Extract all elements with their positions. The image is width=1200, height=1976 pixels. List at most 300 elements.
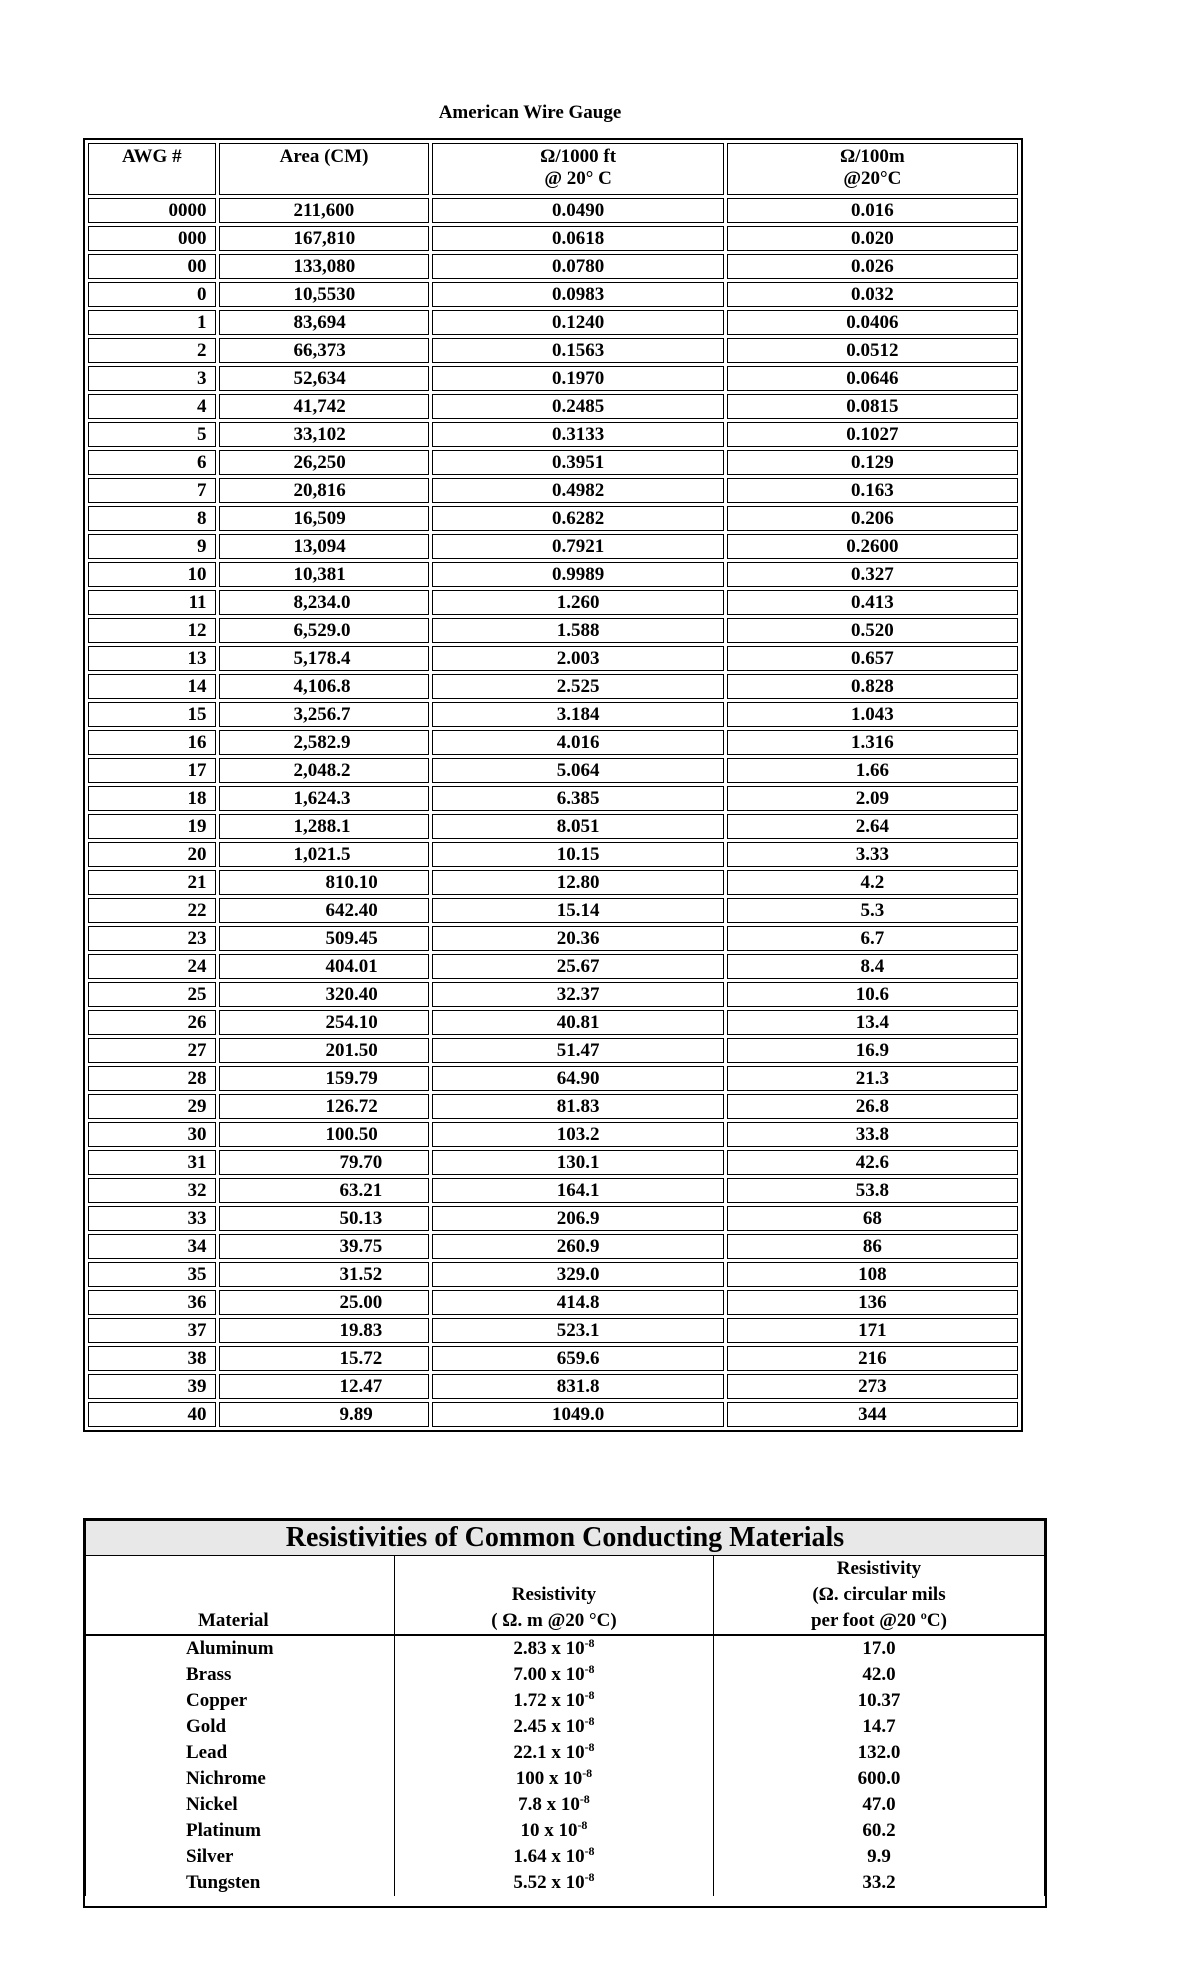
awg-ohm-100m-cell: 0.163 (727, 478, 1018, 503)
resistivity-header-material: Material (86, 1556, 395, 1636)
awg-ohm-1000ft-cell: 2.003 (432, 646, 723, 671)
awg-ohm-100m-cell: 0.0406 (727, 310, 1018, 335)
resistivity-exponent-base: x 10 (551, 1846, 585, 1867)
awg-ohm-100m-cell: 26.8 (727, 1094, 1018, 1119)
awg-gauge-cell: 24 (88, 954, 216, 979)
awg-area-cell: 6,529.0 (219, 618, 430, 643)
awg-table-row (88, 1234, 1018, 1259)
awg-gauge-cell: 6 (88, 450, 216, 475)
awg-ohm-1000ft-cell: 2.525 (432, 674, 723, 699)
resistivity-table-frame (83, 1518, 1047, 1908)
awg-area-cell: 100.50 (219, 1122, 430, 1147)
resistivity-mantissa: 1.64 (513, 1846, 547, 1867)
resistivity-exponent-base: x 10 (551, 1690, 585, 1711)
resistivity-mantissa: 10 (520, 1820, 540, 1841)
awg-gauge-cell: 21 (88, 870, 216, 895)
awg-table-row (88, 1122, 1018, 1147)
awg-header-gauge: AWG # (88, 143, 216, 195)
material-name-cell: Platinum (86, 1818, 395, 1844)
material-name-cell: Silver (86, 1844, 395, 1870)
awg-header-row (88, 143, 1018, 195)
awg-table-body (88, 198, 1018, 1427)
awg-ohm-1000ft-cell: 0.0490 (432, 198, 723, 223)
awg-ohm-100m-cell: 0.413 (727, 590, 1018, 615)
awg-ohm-100m-cell: 0.020 (727, 226, 1018, 251)
awg-ohm-1000ft-cell: 0.7921 (432, 534, 723, 559)
awg-area-cell: 25.00 (219, 1290, 430, 1315)
awg-gauge-cell: 36 (88, 1290, 216, 1315)
resistivity-mantissa: 7.8 (518, 1794, 542, 1815)
material-name-cell: Copper (86, 1688, 395, 1714)
awg-header-ohm-per-100m-line1: Ω/100m (839, 146, 905, 167)
awg-ohm-1000ft-cell: 103.2 (432, 1122, 723, 1147)
awg-gauge-cell: 31 (88, 1150, 216, 1175)
awg-table-row (88, 534, 1018, 559)
awg-gauge-cell: 27 (88, 1038, 216, 1063)
resistivity-mantissa: 2.45 (513, 1716, 547, 1737)
awg-ohm-1000ft-cell: 64.90 (432, 1066, 723, 1091)
awg-gauge-cell: 14 (88, 674, 216, 699)
awg-table-row (88, 646, 1018, 671)
awg-ohm-100m-cell: 10.6 (727, 982, 1018, 1007)
resistivity-circular-mils-cell: 33.2 (713, 1870, 1044, 1896)
awg-ohm-1000ft-cell: 0.3133 (432, 422, 723, 447)
awg-gauge-cell: 38 (88, 1346, 216, 1371)
awg-area-cell: 4,106.8 (219, 674, 430, 699)
awg-ohm-1000ft-cell: 831.8 (432, 1374, 723, 1399)
resistivity-ohm-m-cell (394, 1740, 713, 1766)
awg-table-row (88, 702, 1018, 727)
awg-ohm-1000ft-cell: 1.260 (432, 590, 723, 615)
awg-area-cell: 33,102 (219, 422, 430, 447)
awg-ohm-100m-cell: 1.66 (727, 758, 1018, 783)
awg-ohm-1000ft-cell: 659.6 (432, 1346, 723, 1371)
awg-table-row (88, 478, 1018, 503)
awg-area-cell: 52,634 (219, 366, 430, 391)
awg-table-row (88, 982, 1018, 1007)
resistivity-header-circular-mils-line1: Resistivity (836, 1558, 922, 1579)
resistivity-exponent: -8 (584, 1688, 595, 1702)
awg-table-row (88, 422, 1018, 447)
resistivity-circular-mils-cell: 132.0 (713, 1740, 1044, 1766)
awg-table-row (88, 254, 1018, 279)
awg-gauge-cell: 0 (88, 282, 216, 307)
resistivity-exponent-base: x 10 (551, 1742, 585, 1763)
resistivity-ohm-m-cell (394, 1844, 713, 1870)
awg-ohm-1000ft-cell: 20.36 (432, 926, 723, 951)
resistivity-exponent: -8 (584, 1714, 595, 1728)
awg-ohm-1000ft-cell: 0.0618 (432, 226, 723, 251)
awg-area-cell: 16,509 (219, 506, 430, 531)
awg-table-row (88, 1374, 1018, 1399)
resistivity-exponent-base: x 10 (546, 1794, 580, 1815)
awg-table-row (88, 1150, 1018, 1175)
material-name-cell: Nickel (86, 1792, 395, 1818)
awg-ohm-100m-cell: 42.6 (727, 1150, 1018, 1175)
awg-gauge-cell: 13 (88, 646, 216, 671)
awg-ohm-1000ft-cell: 206.9 (432, 1206, 723, 1231)
resistivity-table-row (86, 1635, 1045, 1662)
awg-table-row (88, 842, 1018, 867)
awg-gauge-cell: 000 (88, 226, 216, 251)
awg-ohm-100m-cell: 21.3 (727, 1066, 1018, 1091)
awg-header-ohm-per-1000ft (432, 143, 723, 195)
resistivity-mantissa: 1.72 (513, 1690, 547, 1711)
awg-ohm-100m-cell: 0.657 (727, 646, 1018, 671)
awg-area-cell: 31.52 (219, 1262, 430, 1287)
resistivity-table-row (86, 1766, 1045, 1792)
awg-table-row (88, 1318, 1018, 1343)
awg-table-row (88, 562, 1018, 587)
awg-ohm-1000ft-cell: 81.83 (432, 1094, 723, 1119)
awg-gauge-cell: 37 (88, 1318, 216, 1343)
awg-gauge-cell: 40 (88, 1402, 216, 1427)
awg-table (83, 138, 1023, 1432)
resistivity-ohm-m-cell (394, 1792, 713, 1818)
awg-ohm-100m-cell: 68 (727, 1206, 1018, 1231)
awg-area-cell: 211,600 (219, 198, 430, 223)
awg-ohm-1000ft-cell: 130.1 (432, 1150, 723, 1175)
awg-table-row (88, 730, 1018, 755)
resistivity-table-row (86, 1662, 1045, 1688)
awg-area-cell: 1,021.5 (219, 842, 430, 867)
awg-ohm-100m-cell: 0.0815 (727, 394, 1018, 419)
awg-area-cell: 20,816 (219, 478, 430, 503)
awg-ohm-1000ft-cell: 1.588 (432, 618, 723, 643)
awg-area-cell: 810.10 (219, 870, 430, 895)
awg-area-cell: 83,694 (219, 310, 430, 335)
awg-gauge-cell: 22 (88, 898, 216, 923)
awg-gauge-cell: 1 (88, 310, 216, 335)
resistivity-circular-mils-cell: 14.7 (713, 1714, 1044, 1740)
awg-ohm-100m-cell: 6.7 (727, 926, 1018, 951)
awg-table-row (88, 926, 1018, 951)
resistivity-circular-mils-cell: 17.0 (713, 1635, 1044, 1662)
awg-ohm-1000ft-cell: 164.1 (432, 1178, 723, 1203)
awg-ohm-1000ft-cell: 8.051 (432, 814, 723, 839)
awg-ohm-100m-cell: 0.016 (727, 198, 1018, 223)
awg-table-row (88, 1178, 1018, 1203)
awg-ohm-100m-cell: 0.327 (727, 562, 1018, 587)
awg-area-cell: 39.75 (219, 1234, 430, 1259)
resistivity-exponent: -8 (584, 1870, 595, 1884)
awg-ohm-100m-cell: 1.043 (727, 702, 1018, 727)
awg-area-cell: 15.72 (219, 1346, 430, 1371)
awg-gauge-cell: 9 (88, 534, 216, 559)
resistivity-ohm-m-cell (394, 1714, 713, 1740)
awg-gauge-cell: 2 (88, 338, 216, 363)
awg-ohm-100m-cell: 86 (727, 1234, 1018, 1259)
awg-ohm-100m-cell: 0.129 (727, 450, 1018, 475)
awg-ohm-1000ft-cell: 5.064 (432, 758, 723, 783)
awg-header-ohm-per-1000ft-line1: Ω/1000 ft (540, 146, 617, 167)
awg-ohm-1000ft-cell: 0.1563 (432, 338, 723, 363)
awg-ohm-1000ft-cell: 0.9989 (432, 562, 723, 587)
resistivity-ohm-m-cell (394, 1766, 713, 1792)
awg-ohm-1000ft-cell: 0.6282 (432, 506, 723, 531)
resistivity-table-row (86, 1844, 1045, 1870)
awg-area-cell: 2,582.9 (219, 730, 430, 755)
awg-gauge-cell: 28 (88, 1066, 216, 1091)
awg-gauge-cell: 8 (88, 506, 216, 531)
awg-header-area: Area (CM) (219, 143, 430, 195)
awg-gauge-cell: 29 (88, 1094, 216, 1119)
resistivity-mantissa: 100 (515, 1768, 545, 1789)
awg-table-row (88, 1206, 1018, 1231)
awg-area-cell: 13,094 (219, 534, 430, 559)
awg-ohm-1000ft-cell: 0.2485 (432, 394, 723, 419)
awg-ohm-100m-cell: 136 (727, 1290, 1018, 1315)
awg-ohm-100m-cell: 53.8 (727, 1178, 1018, 1203)
awg-table-row (88, 1066, 1018, 1091)
awg-area-cell: 8,234.0 (219, 590, 430, 615)
awg-ohm-1000ft-cell: 523.1 (432, 1318, 723, 1343)
awg-table-row (88, 506, 1018, 531)
awg-gauge-cell: 32 (88, 1178, 216, 1203)
awg-area-cell: 509.45 (219, 926, 430, 951)
awg-ohm-100m-cell: 13.4 (727, 1010, 1018, 1035)
resistivity-exponent: -8 (584, 1740, 595, 1754)
awg-gauge-cell: 34 (88, 1234, 216, 1259)
resistivity-exponent-base: x 10 (544, 1820, 578, 1841)
resistivity-exponent: -8 (584, 1662, 595, 1676)
awg-gauge-cell: 39 (88, 1374, 216, 1399)
awg-gauge-cell: 26 (88, 1010, 216, 1035)
awg-ohm-1000ft-cell: 6.385 (432, 786, 723, 811)
awg-table-row (88, 450, 1018, 475)
material-name-cell: Lead (86, 1740, 395, 1766)
awg-gauge-cell: 0000 (88, 198, 216, 223)
awg-gauge-cell: 00 (88, 254, 216, 279)
awg-area-cell: 320.40 (219, 982, 430, 1007)
awg-area-cell: 159.79 (219, 1066, 430, 1091)
resistivity-mantissa: 22.1 (513, 1742, 547, 1763)
resistivity-table-body (86, 1635, 1045, 1896)
resistivity-mantissa: 5.52 (513, 1872, 547, 1893)
awg-table-row (88, 814, 1018, 839)
awg-gauge-cell: 23 (88, 926, 216, 951)
resistivity-ohm-m-cell (394, 1662, 713, 1688)
resistivity-exponent: -8 (584, 1844, 595, 1858)
resistivity-exponent: -8 (577, 1818, 588, 1832)
awg-ohm-100m-cell: 0.0646 (727, 366, 1018, 391)
awg-table-row (88, 1010, 1018, 1035)
awg-ohm-100m-cell: 2.09 (727, 786, 1018, 811)
awg-ohm-100m-cell: 0.828 (727, 674, 1018, 699)
resistivity-circular-mils-cell: 60.2 (713, 1818, 1044, 1844)
awg-ohm-100m-cell: 0.026 (727, 254, 1018, 279)
resistivity-exponent-base: x 10 (551, 1638, 585, 1659)
resistivity-table-row (86, 1870, 1045, 1896)
awg-area-cell: 126.72 (219, 1094, 430, 1119)
awg-ohm-1000ft-cell: 32.37 (432, 982, 723, 1007)
awg-area-cell: 10,381 (219, 562, 430, 587)
resistivity-mantissa: 2.83 (513, 1638, 547, 1659)
awg-ohm-1000ft-cell: 40.81 (432, 1010, 723, 1035)
awg-ohm-1000ft-cell: 260.9 (432, 1234, 723, 1259)
awg-area-cell: 5,178.4 (219, 646, 430, 671)
resistivity-circular-mils-cell: 47.0 (713, 1792, 1044, 1818)
awg-gauge-cell: 15 (88, 702, 216, 727)
awg-table-row (88, 282, 1018, 307)
awg-gauge-cell: 20 (88, 842, 216, 867)
resistivity-header-circular-mils-line2: (Ω. circular mils (812, 1584, 946, 1605)
awg-ohm-100m-cell: 2.64 (727, 814, 1018, 839)
resistivity-table (85, 1520, 1045, 1896)
awg-gauge-cell: 35 (88, 1262, 216, 1287)
awg-ohm-100m-cell: 5.3 (727, 898, 1018, 923)
resistivity-table-row (86, 1792, 1045, 1818)
awg-table-row (88, 590, 1018, 615)
awg-ohm-1000ft-cell: 1049.0 (432, 1402, 723, 1427)
awg-table-row (88, 198, 1018, 223)
awg-header-ohm-per-1000ft-line2: @ 20° C (544, 168, 612, 189)
awg-gauge-cell: 17 (88, 758, 216, 783)
awg-ohm-1000ft-cell: 0.1240 (432, 310, 723, 335)
awg-ohm-100m-cell: 0.0512 (727, 338, 1018, 363)
awg-gauge-cell: 19 (88, 814, 216, 839)
resistivity-header-row (86, 1556, 1045, 1636)
awg-gauge-cell: 4 (88, 394, 216, 419)
awg-table-row (88, 758, 1018, 783)
awg-area-cell: 79.70 (219, 1150, 430, 1175)
awg-ohm-100m-cell: 16.9 (727, 1038, 1018, 1063)
awg-ohm-1000ft-cell: 12.80 (432, 870, 723, 895)
awg-ohm-100m-cell: 344 (727, 1402, 1018, 1427)
awg-area-cell: 19.83 (219, 1318, 430, 1343)
awg-ohm-100m-cell: 1.316 (727, 730, 1018, 755)
awg-area-cell: 50.13 (219, 1206, 430, 1231)
awg-gauge-cell: 25 (88, 982, 216, 1007)
awg-ohm-100m-cell: 4.2 (727, 870, 1018, 895)
awg-table-title: American Wire Gauge (438, 102, 622, 123)
material-name-cell: Nichrome (86, 1766, 395, 1792)
awg-ohm-1000ft-cell: 25.67 (432, 954, 723, 979)
awg-ohm-100m-cell: 0.2600 (727, 534, 1018, 559)
awg-area-cell: 66,373 (219, 338, 430, 363)
awg-ohm-100m-cell: 216 (727, 1346, 1018, 1371)
resistivity-header-circular-mils-line3: per foot @20 ºC) (810, 1610, 947, 1631)
awg-ohm-100m-cell: 0.520 (727, 618, 1018, 643)
awg-ohm-1000ft-cell: 0.0780 (432, 254, 723, 279)
awg-gauge-cell: 10 (88, 562, 216, 587)
awg-area-cell: 167,810 (219, 226, 430, 251)
resistivity-exponent: -8 (582, 1766, 593, 1780)
awg-table-row (88, 954, 1018, 979)
awg-ohm-1000ft-cell: 0.4982 (432, 478, 723, 503)
awg-ohm-100m-cell: 3.33 (727, 842, 1018, 867)
awg-header-ohm-per-100m-line2: @20°C (843, 168, 902, 189)
awg-area-cell: 63.21 (219, 1178, 430, 1203)
awg-table-row (88, 1402, 1018, 1427)
awg-table-row (88, 338, 1018, 363)
awg-ohm-100m-cell: 8.4 (727, 954, 1018, 979)
awg-gauge-cell: 30 (88, 1122, 216, 1147)
awg-ohm-1000ft-cell: 10.15 (432, 842, 723, 867)
awg-area-cell: 1,288.1 (219, 814, 430, 839)
resistivity-exponent: -8 (579, 1792, 590, 1806)
awg-header-ohm-per-100m (727, 143, 1018, 195)
awg-ohm-100m-cell: 108 (727, 1262, 1018, 1287)
awg-table-row (88, 1262, 1018, 1287)
material-name-cell: Brass (86, 1662, 395, 1688)
awg-area-cell: 10,5530 (219, 282, 430, 307)
resistivity-header-ohm-m (394, 1556, 713, 1636)
awg-area-cell: 12.47 (219, 1374, 430, 1399)
awg-gauge-cell: 12 (88, 618, 216, 643)
material-name-cell: Gold (86, 1714, 395, 1740)
awg-ohm-1000ft-cell: 0.1970 (432, 366, 723, 391)
awg-table-row (88, 310, 1018, 335)
resistivity-circular-mils-cell: 600.0 (713, 1766, 1044, 1792)
awg-table-row (88, 674, 1018, 699)
resistivity-ohm-m-cell (394, 1870, 713, 1896)
awg-area-cell: 3,256.7 (219, 702, 430, 727)
awg-ohm-100m-cell: 33.8 (727, 1122, 1018, 1147)
resistivity-exponent-base: x 10 (551, 1716, 585, 1737)
awg-table-row (88, 394, 1018, 419)
awg-table-row (88, 870, 1018, 895)
resistivity-ohm-m-cell (394, 1818, 713, 1844)
resistivity-circular-mils-cell: 10.37 (713, 1688, 1044, 1714)
awg-gauge-cell: 11 (88, 590, 216, 615)
resistivity-ohm-m-cell (394, 1688, 713, 1714)
awg-area-cell: 642.40 (219, 898, 430, 923)
awg-ohm-1000ft-cell: 15.14 (432, 898, 723, 923)
awg-ohm-100m-cell: 171 (727, 1318, 1018, 1343)
resistivity-circular-mils-cell: 42.0 (713, 1662, 1044, 1688)
resistivity-circular-mils-cell: 9.9 (713, 1844, 1044, 1870)
resistivity-table-row (86, 1688, 1045, 1714)
awg-ohm-100m-cell: 0.1027 (727, 422, 1018, 447)
awg-table-row (88, 1094, 1018, 1119)
awg-gauge-cell: 33 (88, 1206, 216, 1231)
resistivity-mantissa: 7.00 (513, 1664, 547, 1685)
material-name-cell: Aluminum (86, 1635, 395, 1662)
awg-ohm-100m-cell: 273 (727, 1374, 1018, 1399)
resistivity-exponent: -8 (584, 1636, 595, 1650)
awg-area-cell: 26,250 (219, 450, 430, 475)
awg-ohm-1000ft-cell: 51.47 (432, 1038, 723, 1063)
resistivity-table-row (86, 1818, 1045, 1844)
awg-area-cell: 133,080 (219, 254, 430, 279)
awg-area-cell: 201.50 (219, 1038, 430, 1063)
awg-gauge-cell: 16 (88, 730, 216, 755)
awg-area-cell: 2,048.2 (219, 758, 430, 783)
awg-table-row (88, 1290, 1018, 1315)
awg-ohm-100m-cell: 0.206 (727, 506, 1018, 531)
resistivity-ohm-m-cell (394, 1635, 713, 1662)
awg-ohm-1000ft-cell: 0.0983 (432, 282, 723, 307)
awg-table-row (88, 366, 1018, 391)
resistivity-header-ohm-m-line1: Resistivity (511, 1584, 597, 1605)
resistivity-table-row (86, 1714, 1045, 1740)
awg-table-row (88, 226, 1018, 251)
awg-gauge-cell: 5 (88, 422, 216, 447)
awg-gauge-cell: 7 (88, 478, 216, 503)
awg-ohm-1000ft-cell: 414.8 (432, 1290, 723, 1315)
awg-table-row (88, 618, 1018, 643)
awg-ohm-1000ft-cell: 0.3951 (432, 450, 723, 475)
resistivity-header-ohm-m-line2: ( Ω. m @20 °C) (491, 1610, 617, 1631)
awg-area-cell: 9.89 (219, 1402, 430, 1427)
resistivity-exponent-base: x 10 (551, 1872, 585, 1893)
resistivity-table-title: Resistivities of Common Conducting Materials (86, 1521, 1045, 1556)
awg-table-row (88, 786, 1018, 811)
resistivity-table-row (86, 1740, 1045, 1766)
awg-area-cell: 41,742 (219, 394, 430, 419)
resistivity-exponent-base: x 10 (548, 1768, 583, 1789)
